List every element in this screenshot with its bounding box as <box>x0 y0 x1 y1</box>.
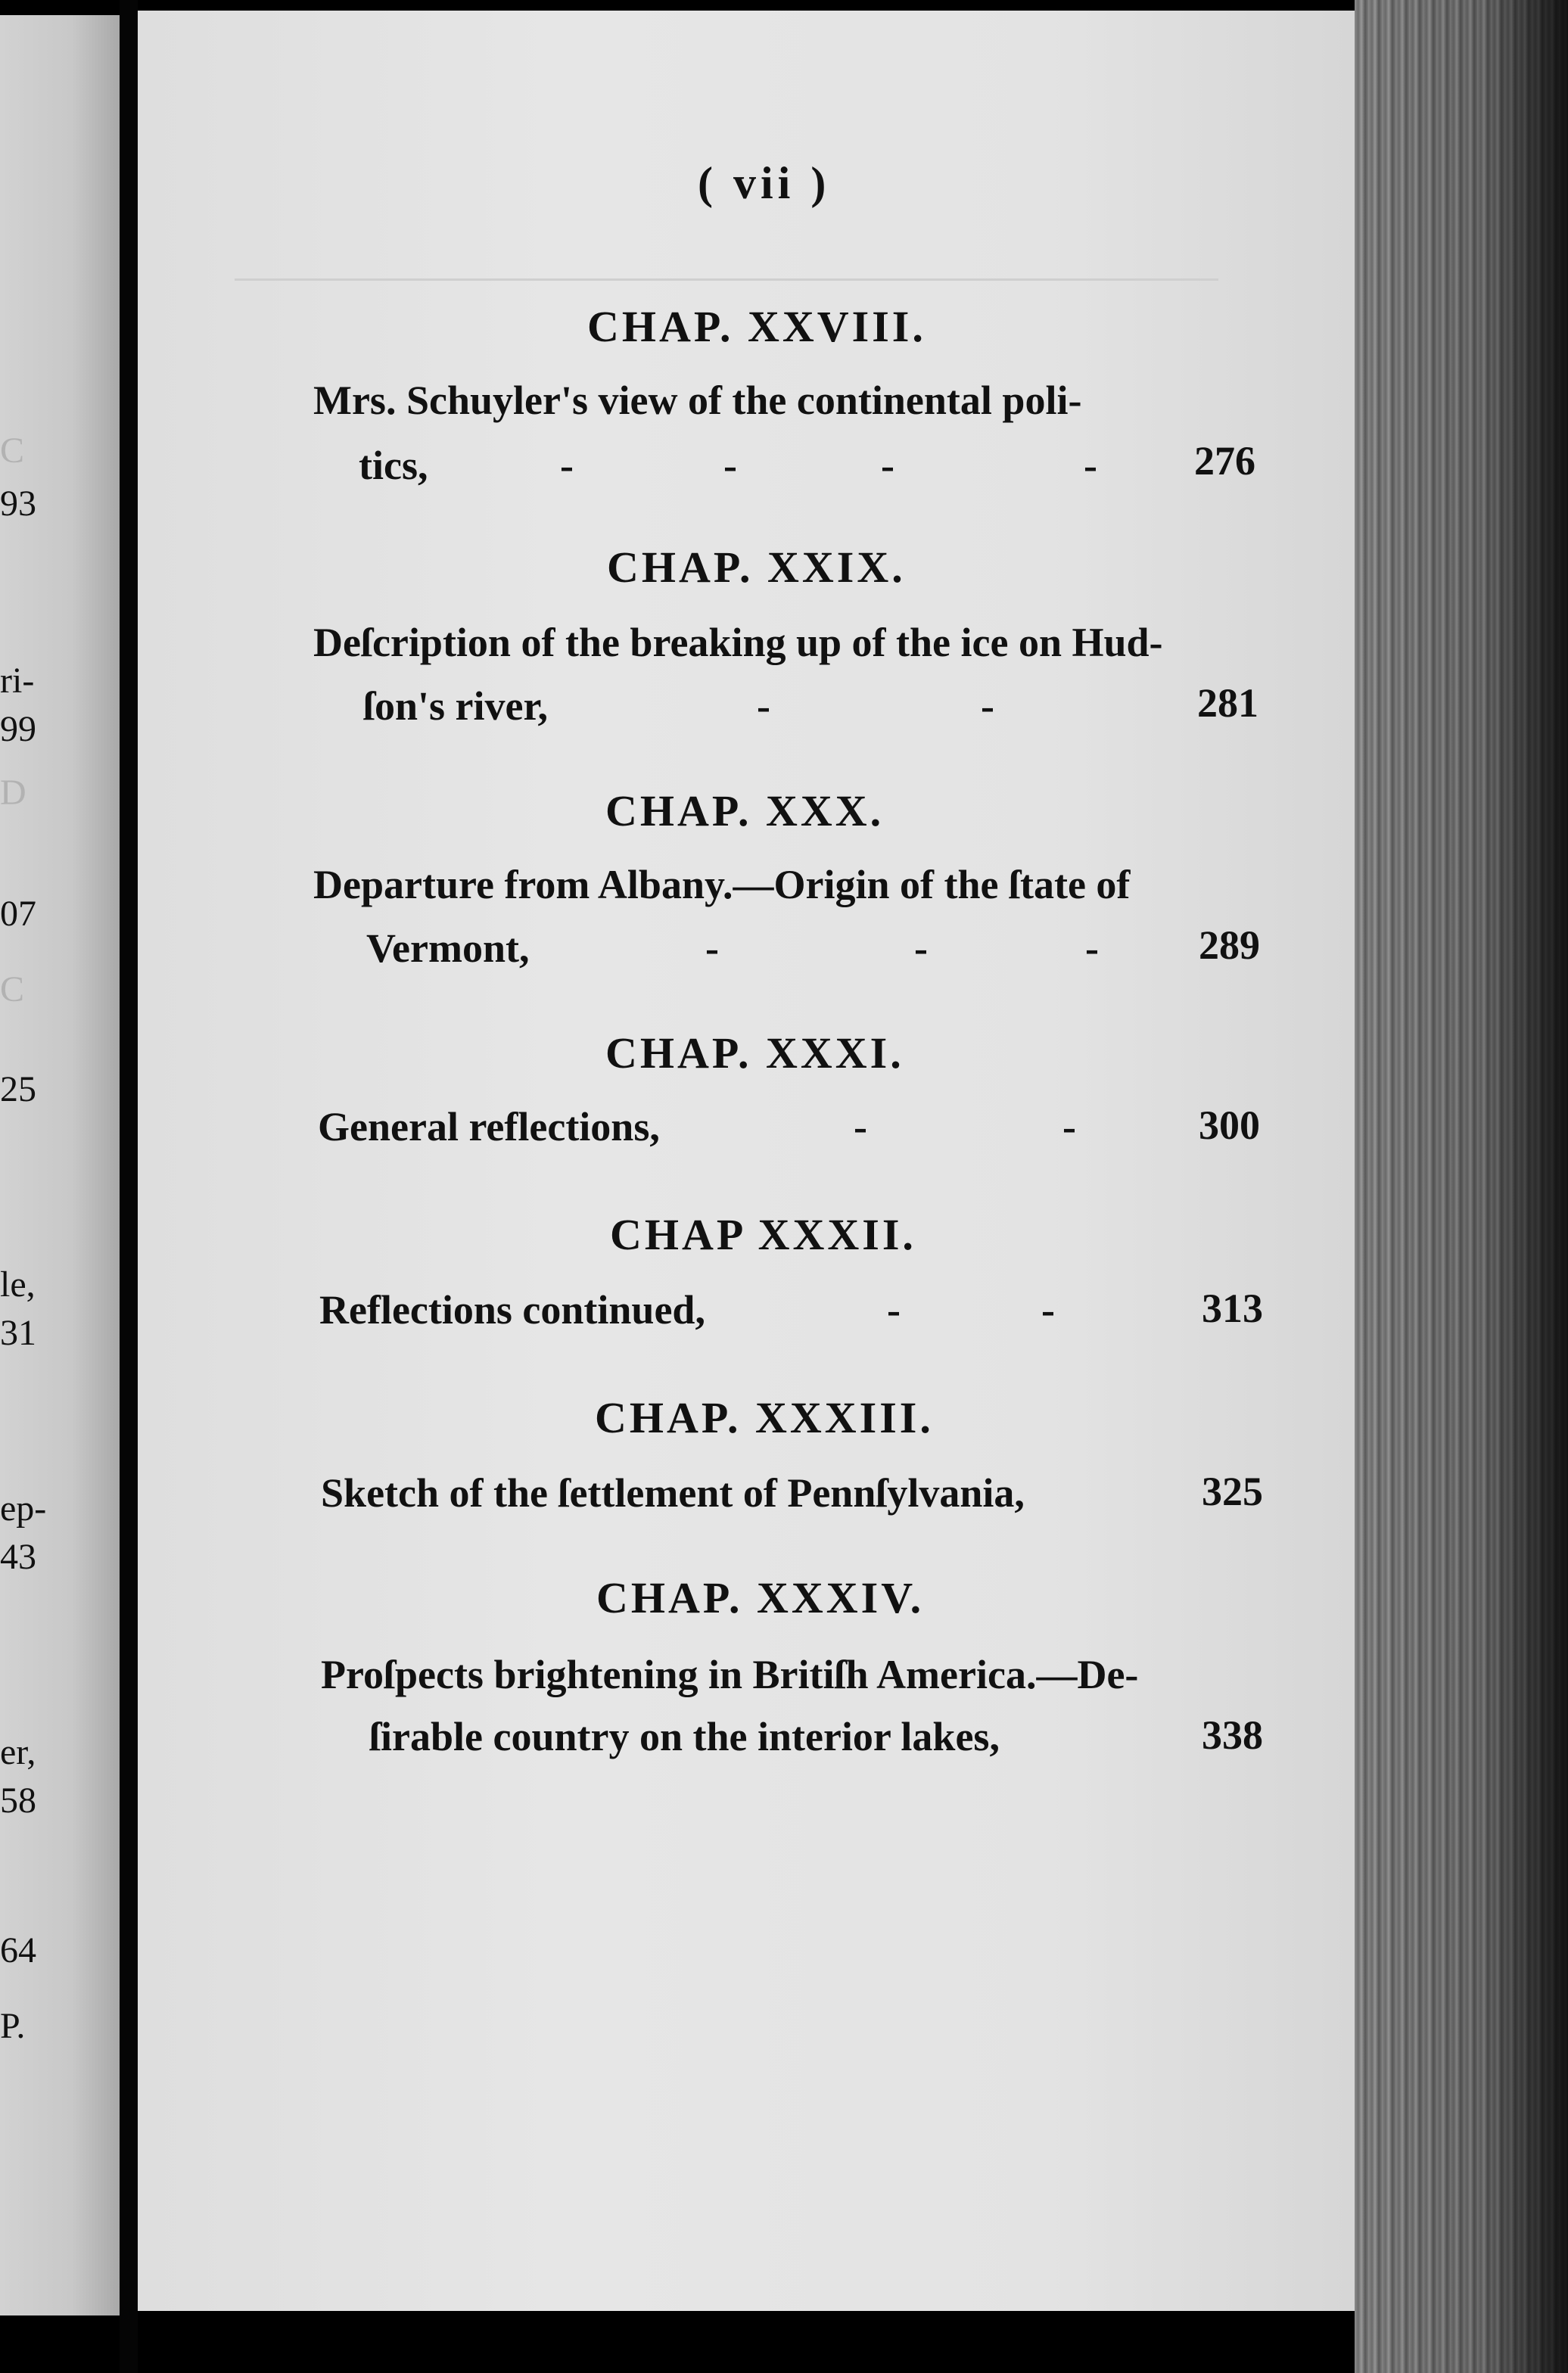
contents-entry-line: Deſcription of the breaking up of the ice on Hud- <box>313 620 1163 665</box>
chapter-heading: CHAP. XXVIII. <box>587 302 926 351</box>
contents-entry-line: Proſpects brightening in Britiſh America.—De- <box>321 1652 1139 1697</box>
leader-dash: - <box>981 683 994 729</box>
page-reference: 338 <box>1202 1712 1263 1758</box>
left-page-fragment: P. <box>0 2006 26 2046</box>
chapter-heading: CHAP. XXXI. <box>605 1028 904 1078</box>
left-page-fragment: le, <box>0 1264 36 1305</box>
left-page-fragment: er, <box>0 1732 36 1772</box>
page-reference: 300 <box>1199 1103 1260 1148</box>
left-page-fragment: ri- <box>0 661 35 701</box>
left-page-fragment: 93 <box>0 484 36 524</box>
page-number-header: ( vii ) <box>698 158 831 208</box>
book-page <box>138 11 1355 2311</box>
leader-dash: - <box>560 443 574 488</box>
left-page-fragment: 99 <box>0 709 36 749</box>
book-gutter <box>120 0 138 2373</box>
left-page-fragment: 07 <box>0 894 36 934</box>
leader-dash: - <box>705 925 719 971</box>
left-page-fragment: 25 <box>0 1069 36 1109</box>
contents-entry-line: ſirable country on the interior lakes, <box>369 1714 1000 1759</box>
chapter-heading: CHAP XXXII. <box>610 1210 916 1259</box>
leader-dash: - <box>1062 1104 1076 1149</box>
page-reference: 289 <box>1199 922 1260 968</box>
chapter-heading: CHAP. XXX. <box>605 786 885 835</box>
leader-dash: - <box>914 925 928 971</box>
leader-dash: - <box>723 443 737 488</box>
page-reference: 313 <box>1202 1286 1263 1331</box>
leader-dash: - <box>881 443 894 488</box>
contents-entry-line: Mrs. Schuyler's view of the continental poli- <box>313 378 1082 423</box>
contents-entry-line: Departure from Albany.—Origin of the ſtate of <box>313 862 1131 907</box>
previous-page-edge <box>0 15 120 2315</box>
left-page-fragment: 58 <box>0 1781 36 1821</box>
page-reference: 325 <box>1202 1469 1263 1514</box>
leader-dash: - <box>854 1104 867 1149</box>
left-page-fragment: 31 <box>0 1313 36 1353</box>
contents-entry-line: Reflections continued, <box>319 1287 705 1333</box>
left-page-fragment: ep- <box>0 1488 47 1529</box>
contents-entry-line: General reflections, <box>318 1104 660 1149</box>
chapter-heading: CHAP. XXXIV. <box>596 1573 925 1622</box>
chapter-heading: CHAP. XXIX. <box>607 543 906 592</box>
leader-dash: - <box>1084 443 1097 488</box>
header-rule <box>235 278 1218 281</box>
leader-dash: - <box>1041 1287 1055 1333</box>
page-edges <box>1355 0 1568 2373</box>
left-page-fragment: 64 <box>0 1930 36 1970</box>
left-page-fragment: D <box>0 773 26 813</box>
left-page-fragment: 43 <box>0 1537 36 1577</box>
left-page-fragment: C <box>0 969 25 1009</box>
page-reference: 276 <box>1194 438 1255 484</box>
contents-entry-line: ſon's river, <box>363 683 549 729</box>
leader-dash: - <box>757 683 770 729</box>
chapter-heading: CHAP. XXXIII. <box>595 1393 934 1442</box>
contents-entry-line: Vermont, <box>366 925 530 971</box>
contents-entry-line: Sketch of the ſettlement of Pennſylvania, <box>321 1470 1025 1516</box>
left-page-fragment: C <box>0 431 25 471</box>
page-reference: 281 <box>1197 680 1258 726</box>
leader-dash: - <box>887 1287 901 1333</box>
leader-dash: - <box>1085 925 1099 971</box>
contents-entry-line: tics, <box>359 443 428 488</box>
